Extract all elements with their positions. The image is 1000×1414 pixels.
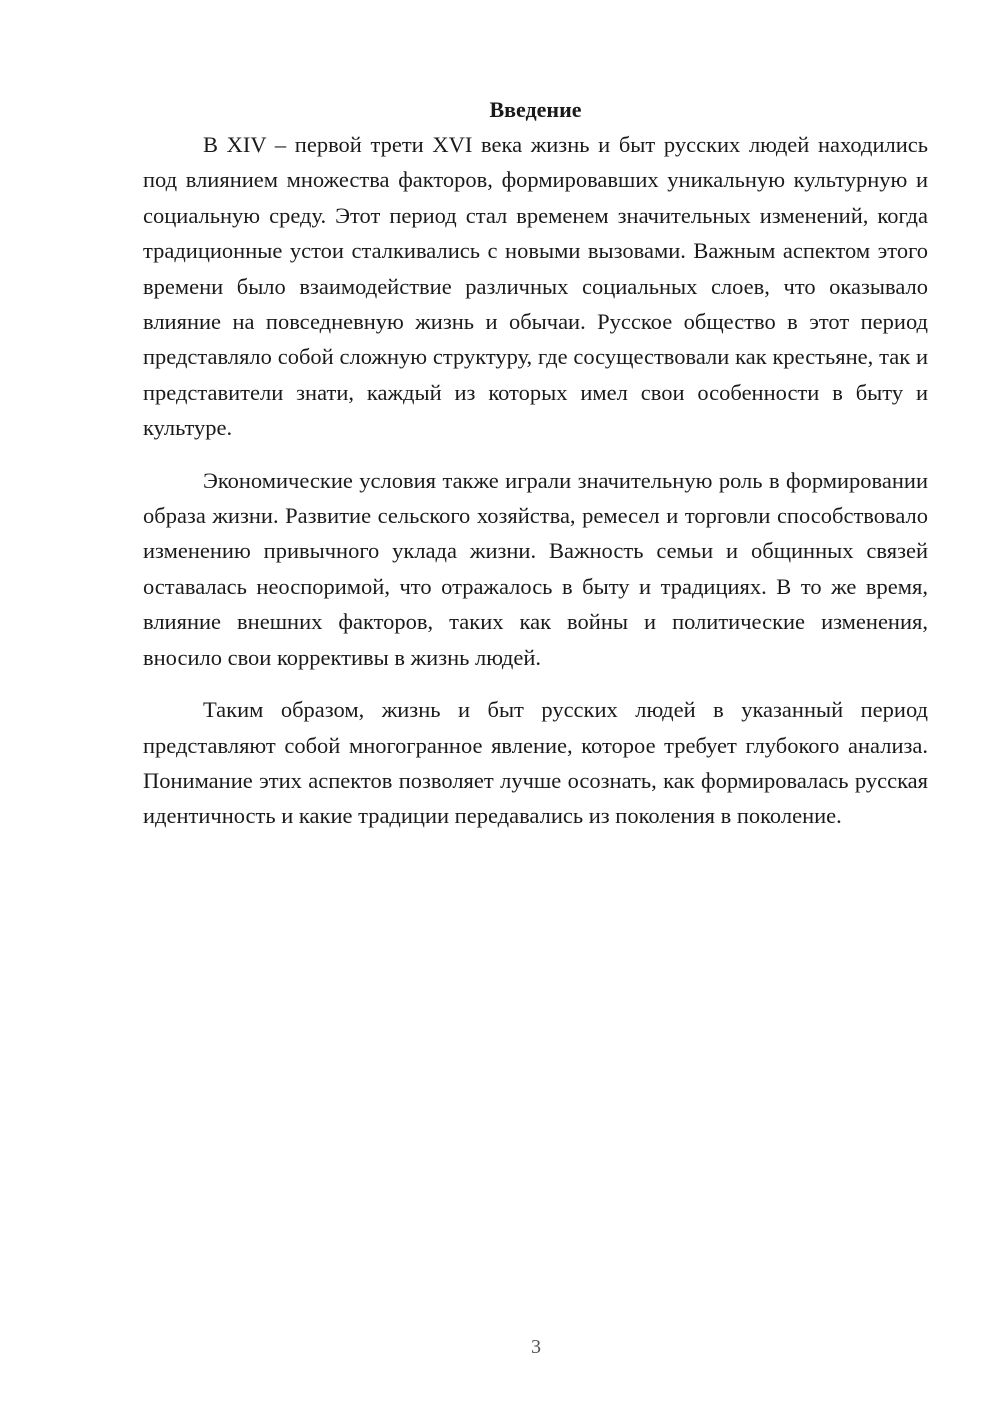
page-content [143,92,928,834]
section-title: Введение [489,97,582,122]
paragraph-1: В XIV – первой трети XVI века жизнь и быт русских людей находились под влиянием множества факторов, формировавших уникальную культурную и социальную среду. Этот период стал временем значительных изменений, когда традиционные устои сталкивались с новыми вызовами. Важным аспектом этого времени было взаимодействие различных социальных слоев, что оказывало влияние на повседневную жизнь и обычаи. Русское общество в этот период представляло собой сложную структуру, где сосуществовали как крестьяне, так и представители знати, каждый из которых имел свои особенности в быту и культуре. [143,132,928,441]
paragraph-3: Таким образом, жизнь и быт русских людей в указанный период представляют собой многогранное явление, которое требует глубокого анализа. Понимание этих аспектов позволяет лучше осознать, как формировалась русская идентичность и какие традиции передавались из поколения в поколение. [143,697,928,829]
page-number: 3 [531,1336,541,1358]
paragraph-2: Экономические условия также играли значительную роль в формировании образа жизни. Развитие сельского хозяйства, ремесел и торговли способствовало изменению привычного уклада жизни. Важность семьи и общинных связей оставалась неоспоримой, что отражалось в быту и традициях. В то же время, влияние внешних факторов, таких как войны и политические изменения, вносило свои коррективы в жизнь людей. [143,467,928,670]
